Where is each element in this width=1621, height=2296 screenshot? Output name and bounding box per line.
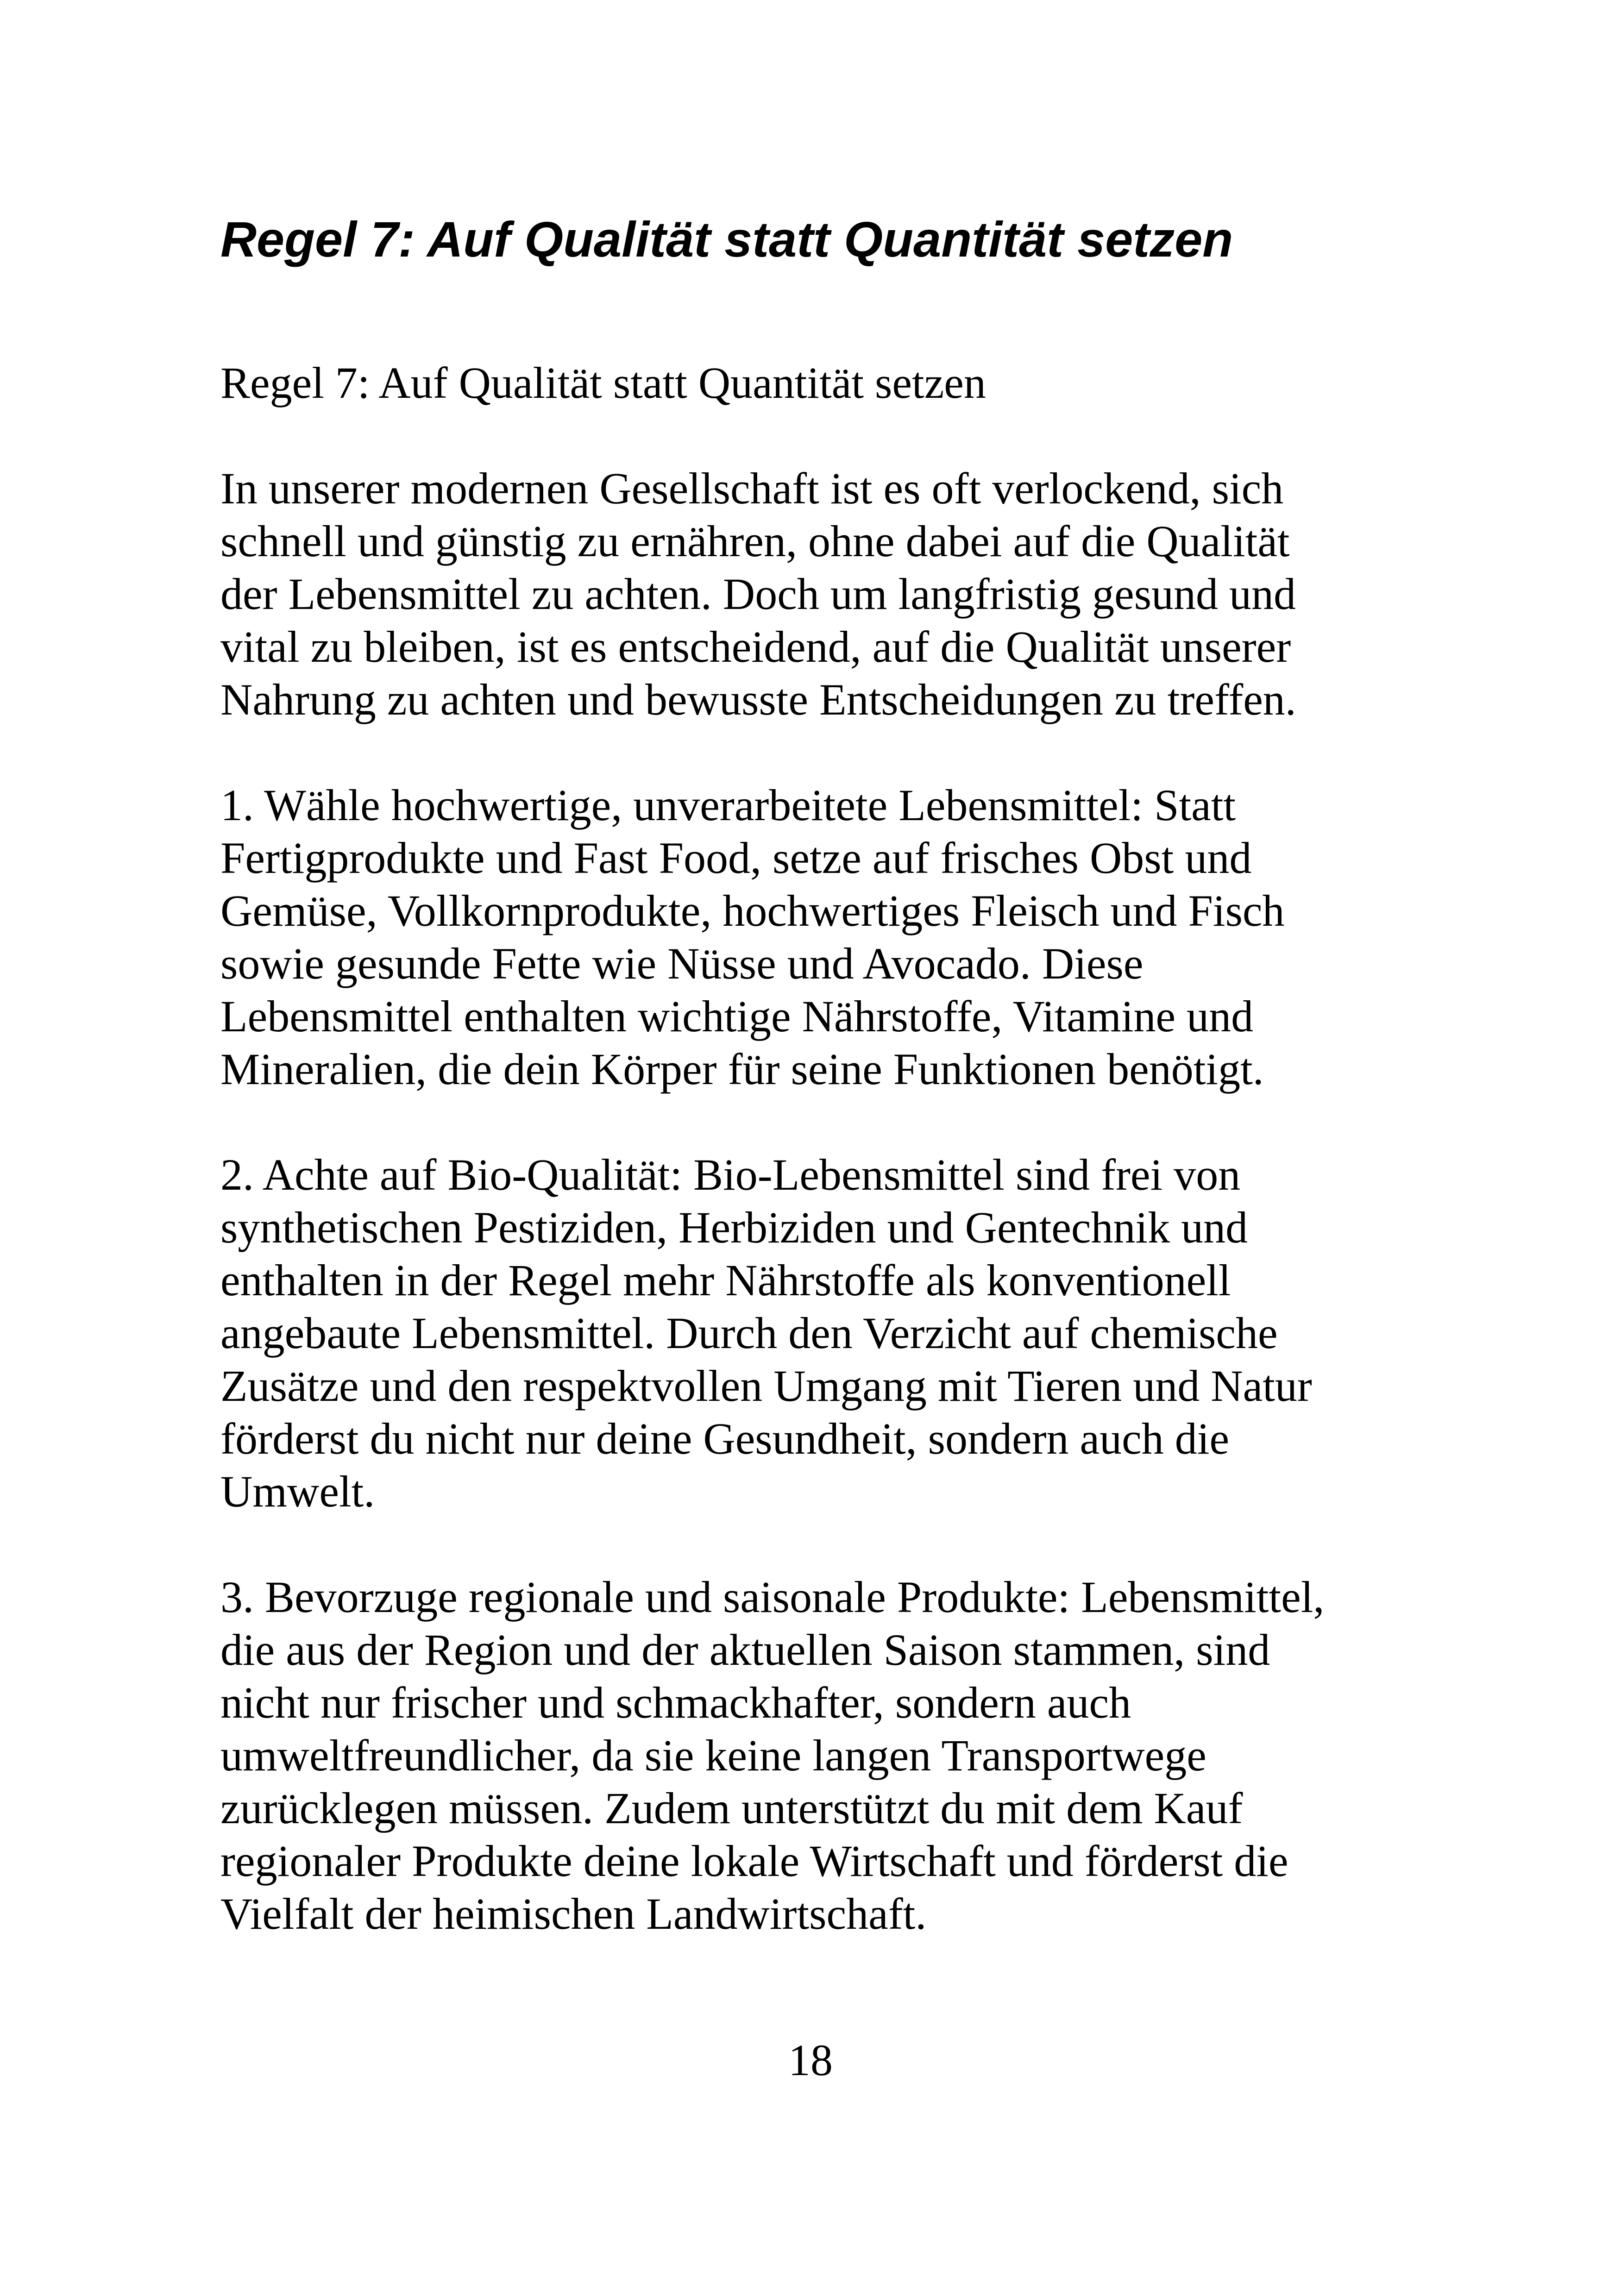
text-line: 3. Bevorzuge regionale und saisonale Produkte: Lebensmittel, <box>220 1572 1325 1622</box>
paragraph-subtitle <box>220 357 1406 409</box>
text-line: Regel 7: Auf Qualität statt Quantität setzen <box>220 358 986 408</box>
text-line: Nahrung zu achten und bewusste Entscheidungen zu treffen. <box>220 675 1296 724</box>
text-line: Mineralien, die dein Körper für seine Funktionen benötigt. <box>220 1044 1264 1094</box>
text-line: schnell und günstig zu ernähren, ohne dabei auf die Qualität <box>220 516 1290 566</box>
text-line: zurücklegen müssen. Zudem unterstützt du mit dem Kauf <box>220 1783 1243 1833</box>
text-line: Vielfalt der heimischen Landwirtschaft. <box>220 1889 927 1938</box>
text-line: umweltfreundlicher, da sie keine langen Transportwege <box>220 1731 1206 1780</box>
paragraph-intro <box>220 462 1406 726</box>
text-line: Lebensmittel enthalten wichtige Nährstoffe, Vitamine und <box>220 991 1254 1041</box>
text-line: sowie gesunde Fette wie Nüsse und Avocado. Diese <box>220 939 1143 988</box>
text-line: In unserer modernen Gesellschaft ist es oft verlockend, sich <box>220 464 1284 513</box>
text-line: nicht nur frischer und schmackhafter, sondern auch <box>220 1678 1131 1727</box>
text-line: vital zu bleiben, ist es entscheidend, auf die Qualität unserer <box>220 622 1291 671</box>
paragraph-point-3 <box>220 1571 1406 1940</box>
text-line: Umwelt. <box>220 1467 375 1516</box>
text-line: Zusätze und den respektvollen Umgang mit Tieren und Natur <box>220 1361 1312 1411</box>
text-line: Fertigprodukte und Fast Food, setze auf frisches Obst und <box>220 833 1252 883</box>
text-line: Gemüse, Vollkornprodukte, hochwertiges Fleisch und Fisch <box>220 886 1285 935</box>
text-line: regionaler Produkte deine lokale Wirtschaft und förderst die <box>220 1836 1288 1886</box>
page-number: 18 <box>788 2035 833 2085</box>
body-text <box>220 357 1406 1993</box>
text-line: angebaute Lebensmittel. Durch den Verzicht auf chemische <box>220 1308 1278 1358</box>
paragraph-point-2 <box>220 1148 1406 1518</box>
text-line: enthalten in der Regel mehr Nährstoffe als konventionell <box>220 1255 1231 1305</box>
text-line: förderst du nicht nur deine Gesundheit, sondern auch die <box>220 1414 1230 1463</box>
text-line: 1. Wähle hochwertige, unverarbeitete Lebensmittel: Statt <box>220 780 1236 830</box>
paragraph-point-1 <box>220 779 1406 1096</box>
text-line: synthetischen Pestiziden, Herbiziden und Gentechnik und <box>220 1203 1248 1252</box>
chapter-heading: Regel 7: Auf Qualität statt Quantität setzen <box>220 211 1233 267</box>
text-line: die aus der Region und der aktuellen Saison stammen, sind <box>220 1625 1270 1675</box>
text-line: der Lebensmittel zu achten. Doch um langfristig gesund und <box>220 569 1296 619</box>
text-line: 2. Achte auf Bio-Qualität: Bio-Lebensmittel sind frei von <box>220 1150 1241 1199</box>
